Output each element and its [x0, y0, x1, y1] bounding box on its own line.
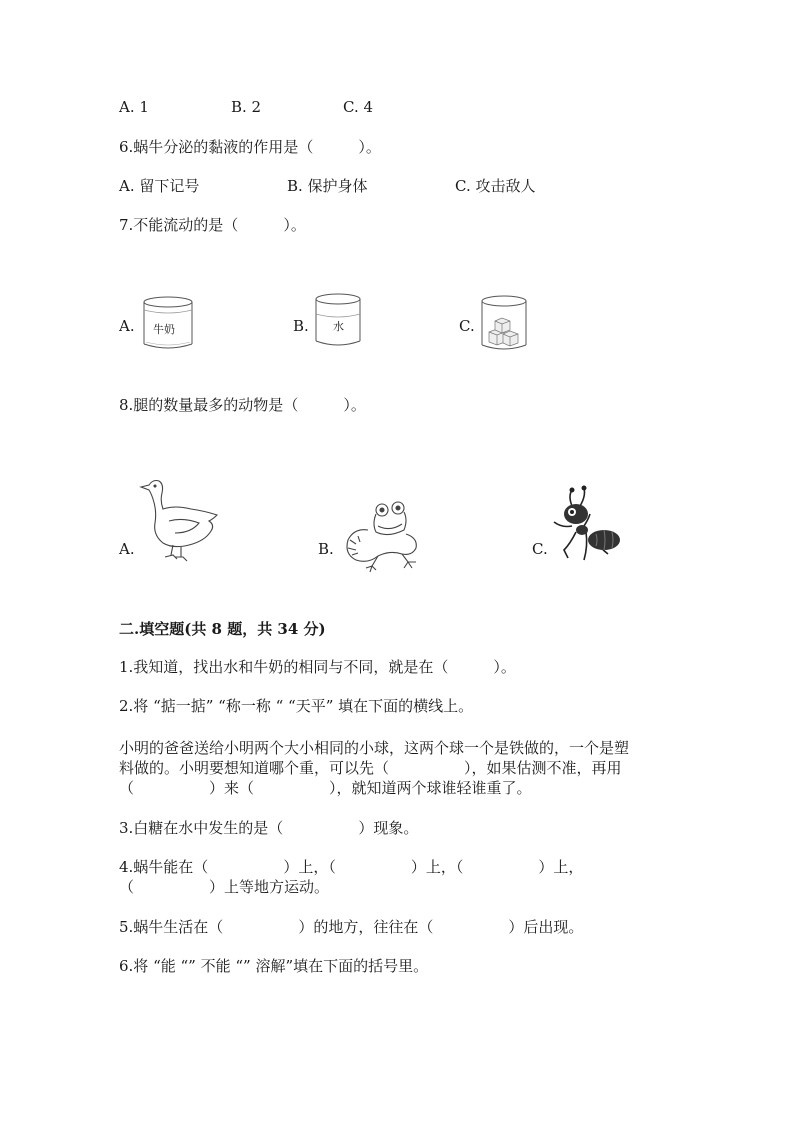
milk-jar-image	[141, 295, 195, 351]
s2-q1: 1.我知道，找出水和牛奶的相同与不同，就是在（ ）。	[119, 658, 516, 676]
q5-option-b: B. 2	[231, 98, 262, 116]
s2-q5: 5.蜗牛生活在（ ）的地方，往往在（ ）后出现。	[119, 918, 584, 936]
q8-option-a: A.	[119, 540, 135, 558]
s2-q2: 2.将 “掂一掂” “称一称 “ “天平” 填在下面的横线上。	[119, 697, 474, 715]
s2-q2-body-line2: 料做的。小明要想知道哪个重，可以先（ ），如果估测不准，再用	[119, 759, 622, 777]
milk-label: 牛奶	[153, 323, 175, 336]
s2-q2-body-line3: （ ）来（ ），就知道两个球谁轻谁重了。	[119, 779, 532, 797]
q8-question: 8.腿的数量最多的动物是（ ）。	[119, 396, 366, 414]
q6-option-c: C. 攻击敌人	[455, 177, 536, 195]
frog-image	[342, 500, 422, 574]
section-title: 二.填空题(共 8 题，共 34 分)	[119, 620, 326, 638]
q8-option-c: C.	[532, 540, 548, 558]
water-jar-image	[313, 292, 363, 348]
q6-option-a: A. 留下记号	[119, 177, 200, 195]
q7-question: 7.不能流动的是（ ）。	[119, 216, 306, 234]
s2-q4-line2: （ ）上等地方运动。	[119, 878, 330, 896]
s2-q3: 3.白糖在水中发生的是（ ）现象。	[119, 819, 419, 837]
water-label: 水	[333, 320, 344, 333]
q7-option-c: C.	[459, 317, 475, 335]
q7-option-b: B.	[293, 317, 309, 335]
q5-option-c: C. 4	[343, 98, 374, 116]
ice-jar-image	[479, 294, 529, 352]
ant-image	[548, 484, 624, 568]
q5-option-a: A. 1	[119, 98, 149, 116]
duck-image	[139, 475, 223, 565]
s2-q4-line1: 4.蜗牛能在（ ）上，（ ）上，（ ）上，	[119, 858, 584, 876]
s2-q6: 6.将 “能 “” 不能 “” 溶解”填在下面的括号里。	[119, 957, 429, 975]
q7-option-a: A.	[119, 317, 135, 335]
q6-question: 6.蜗牛分泌的黏液的作用是（ ）。	[119, 138, 381, 156]
s2-q2-body-line1: 小明的爸爸送给小明两个大小相同的小球，这两个球一个是铁做的，一个是塑	[119, 739, 630, 757]
q6-option-b: B. 保护身体	[287, 177, 368, 195]
q8-option-b: B.	[318, 540, 334, 558]
